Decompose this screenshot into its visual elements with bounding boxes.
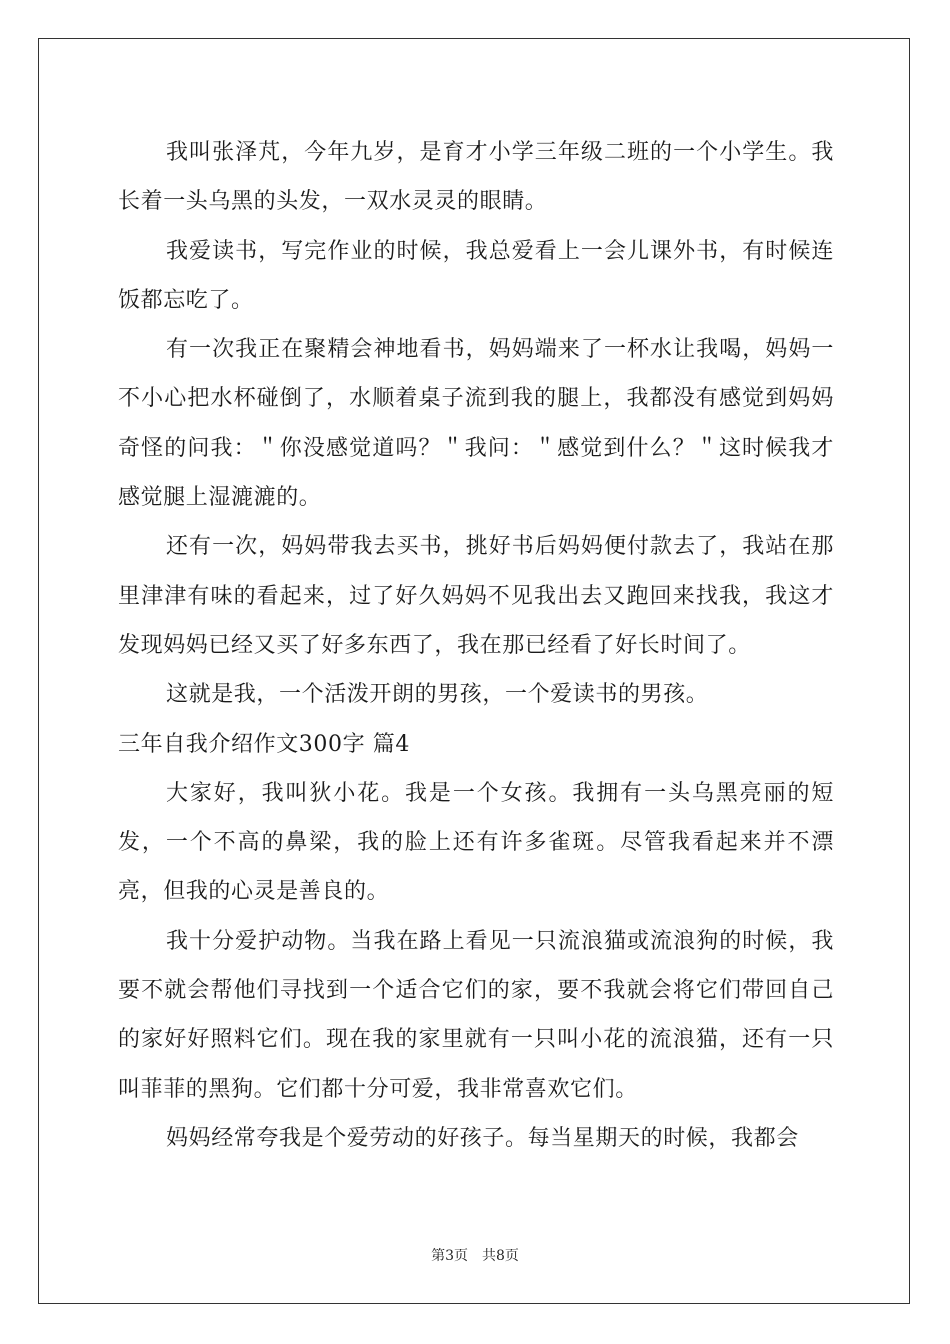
paragraph: 我爱读书，写完作业的时候，我总爱看上一会儿课外书，有时候连饭都忘吃了。: [118, 238, 834, 313]
paragraph: 还有一次，妈妈带我去买书，挑好书后妈妈便付款去了，我站在那里津津有味的看起来，过了好久妈妈不见我出去又跑回来找我，我这才发现妈妈已经又买了好多东西了，我在那已经看了好长时间了。: [118, 534, 834, 658]
section-heading: 三年自我介绍作文300字 篇4: [118, 731, 410, 757]
paragraph: 我叫张泽芃，今年九岁，是育才小学三年级二班的一个小学生。我长着一头乌黑的头发，一双水灵灵的眼睛。: [118, 140, 834, 215]
paragraph: 这就是我，一个活泼开朗的男孩，一个爱读书的男孩。: [166, 682, 709, 708]
document-body: [118, 128, 834, 1163]
paragraph: 有一次我正在聚精会神地看书，妈妈端来了一杯水让我喝，妈妈一不小心把水杯碰倒了，水顺着桌子流到我的腿上，我都没有感觉到妈妈奇怪的问我：＂你没感觉道吗？＂我问：＂感觉到什么？＂这时候我才感觉腿上湿漉漉的。: [118, 337, 834, 511]
paragraph: 大家好，我叫狄小花。我是一个女孩。我拥有一头乌黑亮丽的短发，一个不高的鼻梁，我的脸上还有许多雀斑。尽管我看起来并不漂亮，但我的心灵是善良的。: [118, 780, 834, 905]
paragraph: 我十分爱护动物。当我在路上看见一只流浪猫或流浪狗的时候，我要不就会帮他们寻找到一个适合它们的家，要不我就会将它们带回自己的家好好照料它们。现在我的家里就有一只叫小花的流浪猫，还有一只叫菲菲的黑狗。它们都十分可爱，我非常喜欢它们。: [118, 928, 834, 1102]
page-number-footer: 第3页 共8页: [431, 1248, 519, 1264]
paragraph: 妈妈经常夸我是个爱劳动的好孩子。每当星期天的时候，我都会: [166, 1125, 799, 1151]
